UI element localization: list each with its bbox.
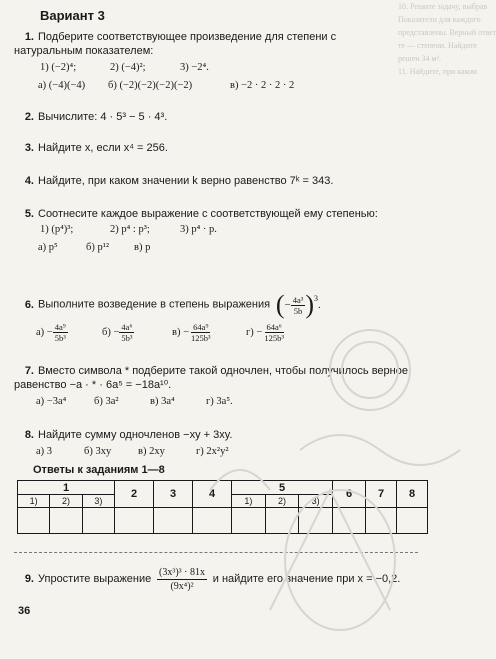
task-8-option-b[interactable]: б) 3xy: [84, 446, 112, 457]
task-6-option-c[interactable]: в) − $\frac{\text{64a⁹}}{\text{125b³}}$: [172, 322, 211, 343]
task-1-item-2: 2) (−4)²;: [110, 62, 146, 73]
answer-col-2: 2: [115, 481, 154, 508]
task-6-text: Выполните возведение в степень выражения: [38, 298, 271, 311]
answer-col-4: 4: [193, 481, 232, 508]
answer-cell-1-3[interactable]: [82, 508, 114, 534]
task-1-item-1: 1) (−2)⁴;: [40, 62, 77, 73]
task-1-text: Подберите соответствующее произведение для степени с натуральным показателем:: [14, 31, 337, 57]
cut-line: [14, 552, 418, 553]
task-7-option-d[interactable]: г) 3a⁵.: [206, 396, 233, 407]
answer-cell-3[interactable]: [154, 508, 193, 534]
answer-cell-6[interactable]: [333, 508, 366, 534]
task-1-option-c[interactable]: в) −2 · 2 · 2 · 2: [230, 80, 295, 91]
task-7: 7. Вместо символа * подберите такой одночлен, чтобы получилось верное равенство −a · * · 6a⁵ = −18a¹⁰.: [14, 365, 408, 391]
task-9-text-before: Упростите выражение: [38, 573, 152, 586]
answer-cell-1-2[interactable]: [50, 508, 82, 534]
task-9: 9. Упростите выражение $\frac{\text{(3x³)³ · 81x}}{\text{(9x⁴)²}}$ и найдите его значение при x = −0,2.: [24, 567, 401, 592]
task-7-text: Вместо символа * подберите такой одночлен, чтобы получилось верное равенство −a · * · 6a⁵ = −18a¹⁰.: [14, 365, 408, 391]
task-3-text: Найдите x, если x⁴ = 256.: [38, 142, 168, 154]
answer-cell-7[interactable]: [366, 508, 397, 534]
task-2-text: Вычислите: 4 · 5³ − 5 · 4³.: [38, 111, 168, 123]
page-number: 36: [18, 605, 31, 617]
task-8-text: Найдите сумму одночленов −xy + 3xy.: [38, 429, 233, 441]
task-6-option-a[interactable]: а) − $\frac{\text{4a⁹}}{\text{5b³}}$: [36, 322, 66, 343]
task-1: 1. Подберите соответствующее произведение для степени с натуральным показателем:: [14, 31, 337, 57]
task-9-text-after: и найдите его значение при x = −0,2.: [212, 573, 401, 586]
task-8: 8. Найдите сумму одночленов −xy + 3xy.: [24, 429, 233, 441]
answer-col-3: 3: [154, 481, 193, 508]
answer-cell-5-3[interactable]: [299, 508, 333, 534]
answer-col-7: 7: [366, 481, 397, 508]
task-5-item-3: 3) p⁴ · p.: [180, 224, 217, 235]
task-6: 6. Выполните возведение в степень выражения ( − $\frac{\text{4a³}}{5b}$ ) $^3$ .: [24, 290, 321, 319]
task-5: 5. Соотнесите каждое выражение с соответствующей ему степенью:: [24, 208, 378, 220]
answer-col-1: 1: [18, 481, 115, 495]
task-8-option-a[interactable]: а) 3: [36, 446, 53, 457]
task-1-option-b[interactable]: б) (−2)(−2)(−2)(−2): [108, 80, 193, 91]
task-6-expression: ( − $\frac{\text{4a³}}{5b}$ ) $^3$ .: [275, 290, 321, 319]
task-6-option-d[interactable]: г) − $\frac{\text{64a⁶}}{\text{125b³}}$: [246, 322, 284, 343]
task-6-option-b[interactable]: б) − $\frac{\text{4a⁶}}{\text{5b³}}$: [102, 322, 133, 343]
answer-cell-5-1[interactable]: [232, 508, 266, 534]
answer-cell-2[interactable]: [115, 508, 154, 534]
task-7-option-a[interactable]: а) −3a⁴: [36, 396, 67, 407]
answer-col-5: 5: [232, 481, 333, 495]
task-5-option-b[interactable]: б) p¹²: [86, 242, 110, 253]
task-9-expression: $\frac{\text{(3x³)³ · 81x}}{\text{(9x⁴)²}}$: [159, 567, 206, 592]
task-4-text: Найдите, при каком значении k верно равенство 7ᵏ = 343.: [38, 175, 334, 187]
bleed-through-text: 10. Решите задачу, выбрав Показатели для каждого представлены. Верный ответ те — степени. Найдите решен 34 м². 11. Найдите, при каком: [398, 2, 496, 76]
task-5-item-2: 2) p⁴ : p³;: [110, 224, 150, 235]
task-1-item-3: 3) −2⁴.: [180, 62, 209, 73]
task-7-option-b[interactable]: б) 3a²: [94, 396, 119, 407]
task-1-option-a[interactable]: а) (−4)(−4): [38, 80, 86, 91]
task-8-option-c[interactable]: в) 2xy: [138, 446, 165, 457]
task-5-option-c[interactable]: в) p: [134, 242, 151, 253]
task-5-option-a[interactable]: а) p⁵: [38, 242, 58, 253]
task-5-item-1: 1) (p⁴)³;: [40, 224, 74, 235]
answers-table: 1 2 3 4 5 6 7 8 1) 2) 3) 1) 2) 3): [17, 480, 428, 534]
answer-col-6: 6: [333, 481, 366, 508]
task-2: 2. Вычислите: 4 · 5³ − 5 · 4³.: [24, 111, 168, 123]
answer-cell-5-2[interactable]: [265, 508, 299, 534]
answer-cell-8[interactable]: [397, 508, 428, 534]
answer-cell-4[interactable]: [193, 508, 232, 534]
task-8-option-d[interactable]: г) 2x²y²: [196, 446, 229, 457]
answers-heading: Ответы к заданиям 1—8: [33, 464, 165, 476]
task-3: 3. Найдите x, если x⁴ = 256.: [24, 142, 168, 154]
task-4: 4. Найдите, при каком значении k верно равенство 7ᵏ = 343.: [24, 175, 334, 187]
variant-title: Вариант 3: [40, 8, 105, 23]
answer-cell-1-1[interactable]: [18, 508, 50, 534]
task-7-option-c[interactable]: в) 3a⁴: [150, 396, 175, 407]
answer-col-8: 8: [397, 481, 428, 508]
answer-input-row: [18, 508, 428, 534]
task-5-text: Соотнесите каждое выражение с соответствующей ему степенью:: [38, 208, 378, 220]
